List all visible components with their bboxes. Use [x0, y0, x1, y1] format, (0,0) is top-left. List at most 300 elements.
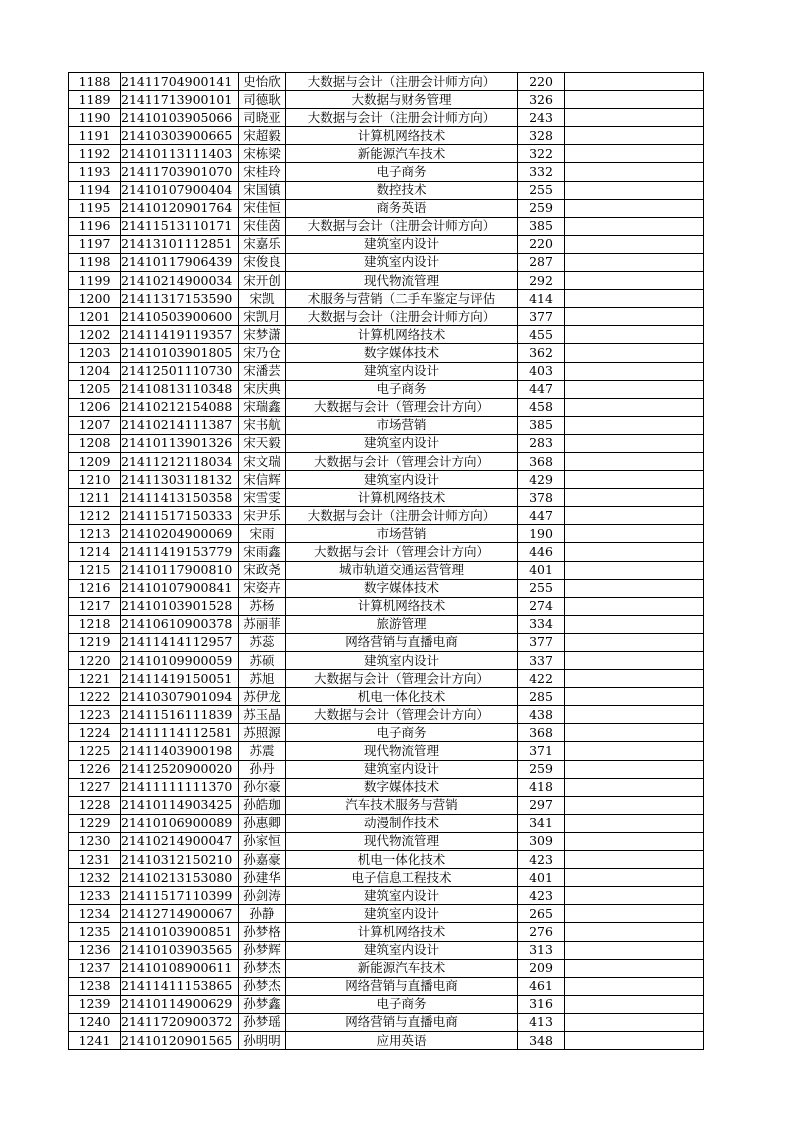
major-cell: 建筑室内设计	[286, 905, 518, 923]
row-number-cell: 1229	[69, 814, 121, 832]
exam-id-cell: 21410214111387	[121, 416, 239, 434]
row-number-cell: 1193	[69, 163, 121, 181]
row-number-cell: 1210	[69, 471, 121, 489]
row-number-cell: 1200	[69, 290, 121, 308]
table-row	[69, 724, 704, 742]
row-number-cell: 1202	[69, 326, 121, 344]
major-cell: 网络营销与直播电商	[286, 633, 518, 651]
major-cell: 术服务与营销（二手车鉴定与评估	[286, 290, 518, 308]
major-cell: 新能源汽车技术	[286, 959, 518, 977]
student-name-cell: 宋佳茵	[239, 217, 286, 235]
row-number-cell: 1199	[69, 272, 121, 290]
row-number-cell: 1203	[69, 344, 121, 362]
note-cell	[565, 434, 704, 452]
exam-id-cell: 21410813110348	[121, 380, 239, 398]
note-cell	[565, 615, 704, 633]
note-cell	[565, 1013, 704, 1031]
score-cell: 292	[518, 272, 565, 290]
note-cell	[565, 1031, 704, 1049]
note-cell	[565, 308, 704, 326]
table-row	[69, 489, 704, 507]
score-cell: 446	[518, 543, 565, 561]
score-cell: 371	[518, 742, 565, 760]
note-cell	[565, 452, 704, 470]
score-cell: 283	[518, 434, 565, 452]
score-cell: 332	[518, 163, 565, 181]
table-row	[69, 543, 704, 561]
score-cell: 377	[518, 308, 565, 326]
exam-id-cell: 21411403900198	[121, 742, 239, 760]
exam-id-cell: 21410503900600	[121, 308, 239, 326]
note-cell	[565, 869, 704, 887]
major-cell: 大数据与会计（管理会计方向）	[286, 398, 518, 416]
exam-id-cell: 21410103901528	[121, 597, 239, 615]
table-row	[69, 905, 704, 923]
major-cell: 旅游管理	[286, 615, 518, 633]
exam-id-cell: 21410113111403	[121, 145, 239, 163]
student-name-cell: 孙建华	[239, 869, 286, 887]
exam-id-cell: 21410103903565	[121, 941, 239, 959]
exam-id-cell: 21410109900059	[121, 652, 239, 670]
major-cell: 数字媒体技术	[286, 778, 518, 796]
table-row	[69, 434, 704, 452]
score-cell: 297	[518, 796, 565, 814]
row-number-cell: 1237	[69, 959, 121, 977]
row-number-cell: 1223	[69, 706, 121, 724]
major-cell: 建筑室内设计	[286, 887, 518, 905]
row-number-cell: 1226	[69, 760, 121, 778]
row-number-cell: 1214	[69, 543, 121, 561]
major-cell: 商务英语	[286, 199, 518, 217]
student-name-cell: 宋凯月	[239, 308, 286, 326]
exam-id-cell: 21410107900404	[121, 181, 239, 199]
major-cell: 网络营销与直播电商	[286, 977, 518, 995]
table-row	[69, 344, 704, 362]
exam-id-cell: 21411517110399	[121, 887, 239, 905]
major-cell: 大数据与会计（管理会计方向）	[286, 706, 518, 724]
score-cell: 328	[518, 127, 565, 145]
table-row	[69, 760, 704, 778]
major-cell: 建筑室内设计	[286, 941, 518, 959]
row-number-cell: 1216	[69, 579, 121, 597]
note-cell	[565, 235, 704, 253]
note-cell	[565, 633, 704, 651]
admission-table	[68, 72, 704, 1050]
score-cell: 209	[518, 959, 565, 977]
score-cell: 438	[518, 706, 565, 724]
note-cell	[565, 73, 704, 91]
major-cell: 城市轨道交通运营管理	[286, 561, 518, 579]
student-name-cell: 宋超毅	[239, 127, 286, 145]
score-cell: 413	[518, 1013, 565, 1031]
major-cell: 建筑室内设计	[286, 434, 518, 452]
note-cell	[565, 543, 704, 561]
score-cell: 362	[518, 344, 565, 362]
note-cell	[565, 416, 704, 434]
student-name-cell: 宋尹乐	[239, 507, 286, 525]
row-number-cell: 1192	[69, 145, 121, 163]
student-name-cell: 孙尔豪	[239, 778, 286, 796]
score-cell: 414	[518, 290, 565, 308]
score-cell: 313	[518, 941, 565, 959]
score-cell: 368	[518, 724, 565, 742]
score-cell: 385	[518, 416, 565, 434]
student-name-cell: 孙明明	[239, 1031, 286, 1049]
major-cell: 汽车技术服务与营销	[286, 796, 518, 814]
score-cell: 287	[518, 253, 565, 271]
note-cell	[565, 326, 704, 344]
table-row	[69, 688, 704, 706]
table-row	[69, 217, 704, 235]
note-cell	[565, 109, 704, 127]
table-row	[69, 181, 704, 199]
row-number-cell: 1234	[69, 905, 121, 923]
exam-id-cell: 21410610900378	[121, 615, 239, 633]
major-cell: 电子商务	[286, 163, 518, 181]
note-cell	[565, 272, 704, 290]
score-cell: 418	[518, 778, 565, 796]
note-cell	[565, 290, 704, 308]
row-number-cell: 1206	[69, 398, 121, 416]
table-row	[69, 145, 704, 163]
table-row	[69, 887, 704, 905]
score-cell: 422	[518, 670, 565, 688]
exam-id-cell: 21411419150051	[121, 670, 239, 688]
student-name-cell: 宋栋梁	[239, 145, 286, 163]
major-cell: 电子商务	[286, 724, 518, 742]
exam-id-cell: 21410204900069	[121, 525, 239, 543]
exam-id-cell: 21410114900629	[121, 995, 239, 1013]
row-number-cell: 1224	[69, 724, 121, 742]
student-name-cell: 宋雪雯	[239, 489, 286, 507]
major-cell: 电子商务	[286, 995, 518, 1013]
student-name-cell: 宋凯	[239, 290, 286, 308]
note-cell	[565, 670, 704, 688]
major-cell: 市场营销	[286, 525, 518, 543]
score-cell: 348	[518, 1031, 565, 1049]
major-cell: 建筑室内设计	[286, 760, 518, 778]
table-row	[69, 851, 704, 869]
major-cell: 新能源汽车技术	[286, 145, 518, 163]
major-cell: 大数据与会计（注册会计师方向）	[286, 73, 518, 91]
score-cell: 255	[518, 181, 565, 199]
score-cell: 401	[518, 561, 565, 579]
student-name-cell: 苏玉晶	[239, 706, 286, 724]
exam-id-cell: 21411517150333	[121, 507, 239, 525]
exam-id-cell: 21411317153590	[121, 290, 239, 308]
note-cell	[565, 145, 704, 163]
exam-id-cell: 21411419119357	[121, 326, 239, 344]
student-name-cell: 宋梦潇	[239, 326, 286, 344]
row-number-cell: 1227	[69, 778, 121, 796]
major-cell: 建筑室内设计	[286, 471, 518, 489]
note-cell	[565, 706, 704, 724]
score-cell: 423	[518, 887, 565, 905]
score-cell: 334	[518, 615, 565, 633]
student-name-cell: 苏旭	[239, 670, 286, 688]
row-number-cell: 1215	[69, 561, 121, 579]
score-cell: 377	[518, 633, 565, 651]
table-row	[69, 362, 704, 380]
note-cell	[565, 344, 704, 362]
exam-id-cell: 21411419153779	[121, 543, 239, 561]
note-cell	[565, 181, 704, 199]
note-cell	[565, 507, 704, 525]
student-name-cell: 宋俊良	[239, 253, 286, 271]
table-row	[69, 326, 704, 344]
student-name-cell: 宋庆典	[239, 380, 286, 398]
score-cell: 259	[518, 199, 565, 217]
note-cell	[565, 127, 704, 145]
student-name-cell: 孙剑涛	[239, 887, 286, 905]
student-name-cell: 宋书航	[239, 416, 286, 434]
table-row	[69, 977, 704, 995]
exam-id-cell: 21410103900851	[121, 923, 239, 941]
student-name-cell: 宋信辉	[239, 471, 286, 489]
table-row	[69, 272, 704, 290]
score-cell: 368	[518, 452, 565, 470]
note-cell	[565, 525, 704, 543]
exam-id-cell: 21411704900141	[121, 73, 239, 91]
major-cell: 大数据与会计（管理会计方向）	[286, 543, 518, 561]
student-name-cell: 司德耿	[239, 91, 286, 109]
student-name-cell: 孙梦杰	[239, 959, 286, 977]
major-cell: 大数据与会计（注册会计师方向）	[286, 109, 518, 127]
row-number-cell: 1196	[69, 217, 121, 235]
major-cell: 计算机网络技术	[286, 127, 518, 145]
major-cell: 计算机网络技术	[286, 597, 518, 615]
note-cell	[565, 778, 704, 796]
row-number-cell: 1198	[69, 253, 121, 271]
note-cell	[565, 217, 704, 235]
student-name-cell: 宋雨	[239, 525, 286, 543]
table-row	[69, 471, 704, 489]
note-cell	[565, 91, 704, 109]
table-row	[69, 597, 704, 615]
score-cell: 259	[518, 760, 565, 778]
row-number-cell: 1228	[69, 796, 121, 814]
student-name-cell: 宋桂玲	[239, 163, 286, 181]
score-cell: 220	[518, 73, 565, 91]
table-row	[69, 742, 704, 760]
table-row	[69, 561, 704, 579]
row-number-cell: 1188	[69, 73, 121, 91]
score-cell: 274	[518, 597, 565, 615]
note-cell	[565, 579, 704, 597]
major-cell: 市场营销	[286, 416, 518, 434]
major-cell: 机电一体化技术	[286, 851, 518, 869]
exam-id-cell: 21410117900810	[121, 561, 239, 579]
exam-id-cell: 21411212118034	[121, 452, 239, 470]
note-cell	[565, 905, 704, 923]
student-name-cell: 孙梦杰	[239, 977, 286, 995]
exam-id-cell: 21410312150210	[121, 851, 239, 869]
row-number-cell: 1189	[69, 91, 121, 109]
note-cell	[565, 959, 704, 977]
score-cell: 276	[518, 923, 565, 941]
exam-id-cell: 21410113901326	[121, 434, 239, 452]
row-number-cell: 1201	[69, 308, 121, 326]
exam-id-cell: 21410106900089	[121, 814, 239, 832]
table-row	[69, 796, 704, 814]
table-row	[69, 615, 704, 633]
row-number-cell: 1238	[69, 977, 121, 995]
major-cell: 建筑室内设计	[286, 362, 518, 380]
note-cell	[565, 398, 704, 416]
note-cell	[565, 489, 704, 507]
major-cell: 网络营销与直播电商	[286, 1013, 518, 1031]
note-cell	[565, 561, 704, 579]
major-cell: 计算机网络技术	[286, 326, 518, 344]
major-cell: 现代物流管理	[286, 832, 518, 850]
major-cell: 建筑室内设计	[286, 652, 518, 670]
table-row	[69, 832, 704, 850]
row-number-cell: 1217	[69, 597, 121, 615]
score-cell: 322	[518, 145, 565, 163]
exam-id-cell: 21412714900067	[121, 905, 239, 923]
student-name-cell: 孙梦格	[239, 923, 286, 941]
row-number-cell: 1232	[69, 869, 121, 887]
note-cell	[565, 724, 704, 742]
table-row	[69, 1031, 704, 1049]
score-cell: 447	[518, 507, 565, 525]
student-name-cell: 宋国镇	[239, 181, 286, 199]
table-row	[69, 235, 704, 253]
score-cell: 447	[518, 380, 565, 398]
row-number-cell: 1230	[69, 832, 121, 850]
exam-id-cell: 21411703901070	[121, 163, 239, 181]
score-cell: 285	[518, 688, 565, 706]
note-cell	[565, 688, 704, 706]
row-number-cell: 1190	[69, 109, 121, 127]
table-row	[69, 127, 704, 145]
row-number-cell: 1239	[69, 995, 121, 1013]
row-number-cell: 1240	[69, 1013, 121, 1031]
exam-id-cell: 21411720900372	[121, 1013, 239, 1031]
exam-id-cell: 21413101112851	[121, 235, 239, 253]
row-number-cell: 1236	[69, 941, 121, 959]
student-name-cell: 宋姿卉	[239, 579, 286, 597]
exam-id-cell: 21410303900665	[121, 127, 239, 145]
table-row	[69, 869, 704, 887]
exam-id-cell: 21410120901565	[121, 1031, 239, 1049]
score-cell: 401	[518, 869, 565, 887]
exam-id-cell: 21410103901805	[121, 344, 239, 362]
exam-id-cell: 21410307901094	[121, 688, 239, 706]
note-cell	[565, 163, 704, 181]
table-row	[69, 308, 704, 326]
table-body	[69, 73, 704, 1050]
score-cell: 220	[518, 235, 565, 253]
major-cell: 现代物流管理	[286, 742, 518, 760]
exam-id-cell: 21411513110171	[121, 217, 239, 235]
score-cell: 458	[518, 398, 565, 416]
exam-id-cell: 21410107900841	[121, 579, 239, 597]
table-row	[69, 253, 704, 271]
student-name-cell: 司晓亚	[239, 109, 286, 127]
student-name-cell: 孙梦鑫	[239, 995, 286, 1013]
table-row	[69, 398, 704, 416]
table-row	[69, 91, 704, 109]
student-name-cell: 孙惠卿	[239, 814, 286, 832]
major-cell: 电子信息工程技术	[286, 869, 518, 887]
student-name-cell: 苏蕊	[239, 633, 286, 651]
major-cell: 计算机网络技术	[286, 923, 518, 941]
major-cell: 数字媒体技术	[286, 344, 518, 362]
row-number-cell: 1208	[69, 434, 121, 452]
note-cell	[565, 742, 704, 760]
major-cell: 数控技术	[286, 181, 518, 199]
student-name-cell: 孙皓珈	[239, 796, 286, 814]
score-cell: 385	[518, 217, 565, 235]
row-number-cell: 1241	[69, 1031, 121, 1049]
table-row	[69, 670, 704, 688]
score-cell: 255	[518, 579, 565, 597]
score-cell: 326	[518, 91, 565, 109]
note-cell	[565, 832, 704, 850]
student-name-cell: 苏震	[239, 742, 286, 760]
table-row	[69, 525, 704, 543]
score-cell: 429	[518, 471, 565, 489]
major-cell: 大数据与会计（管理会计方向）	[286, 452, 518, 470]
note-cell	[565, 652, 704, 670]
table-row	[69, 633, 704, 651]
note-cell	[565, 253, 704, 271]
row-number-cell: 1211	[69, 489, 121, 507]
student-name-cell: 宋开创	[239, 272, 286, 290]
row-number-cell: 1213	[69, 525, 121, 543]
major-cell: 机电一体化技术	[286, 688, 518, 706]
major-cell: 数字媒体技术	[286, 579, 518, 597]
row-number-cell: 1204	[69, 362, 121, 380]
major-cell: 应用英语	[286, 1031, 518, 1049]
student-name-cell: 苏伊龙	[239, 688, 286, 706]
student-name-cell: 苏照源	[239, 724, 286, 742]
row-number-cell: 1191	[69, 127, 121, 145]
table-row	[69, 959, 704, 977]
exam-id-cell: 21411111111370	[121, 778, 239, 796]
exam-id-cell: 21411413150358	[121, 489, 239, 507]
major-cell: 电子商务	[286, 380, 518, 398]
exam-id-cell: 21410117906439	[121, 253, 239, 271]
table-row	[69, 109, 704, 127]
row-number-cell: 1194	[69, 181, 121, 199]
major-cell: 建筑室内设计	[286, 253, 518, 271]
student-name-cell: 孙丹	[239, 760, 286, 778]
row-number-cell: 1221	[69, 670, 121, 688]
score-cell: 243	[518, 109, 565, 127]
table-row	[69, 1013, 704, 1031]
table-row	[69, 814, 704, 832]
student-name-cell: 宋天毅	[239, 434, 286, 452]
row-number-cell: 1207	[69, 416, 121, 434]
row-number-cell: 1222	[69, 688, 121, 706]
student-name-cell: 孙家恒	[239, 832, 286, 850]
table-row	[69, 579, 704, 597]
score-cell: 403	[518, 362, 565, 380]
note-cell	[565, 796, 704, 814]
table-row	[69, 706, 704, 724]
table-row	[69, 73, 704, 91]
score-cell: 265	[518, 905, 565, 923]
score-cell: 461	[518, 977, 565, 995]
major-cell: 大数据与会计（管理会计方向）	[286, 670, 518, 688]
student-name-cell: 宋文瑞	[239, 452, 286, 470]
table-row	[69, 163, 704, 181]
student-name-cell: 宋潘芸	[239, 362, 286, 380]
table-row	[69, 380, 704, 398]
exam-id-cell: 21411713900101	[121, 91, 239, 109]
